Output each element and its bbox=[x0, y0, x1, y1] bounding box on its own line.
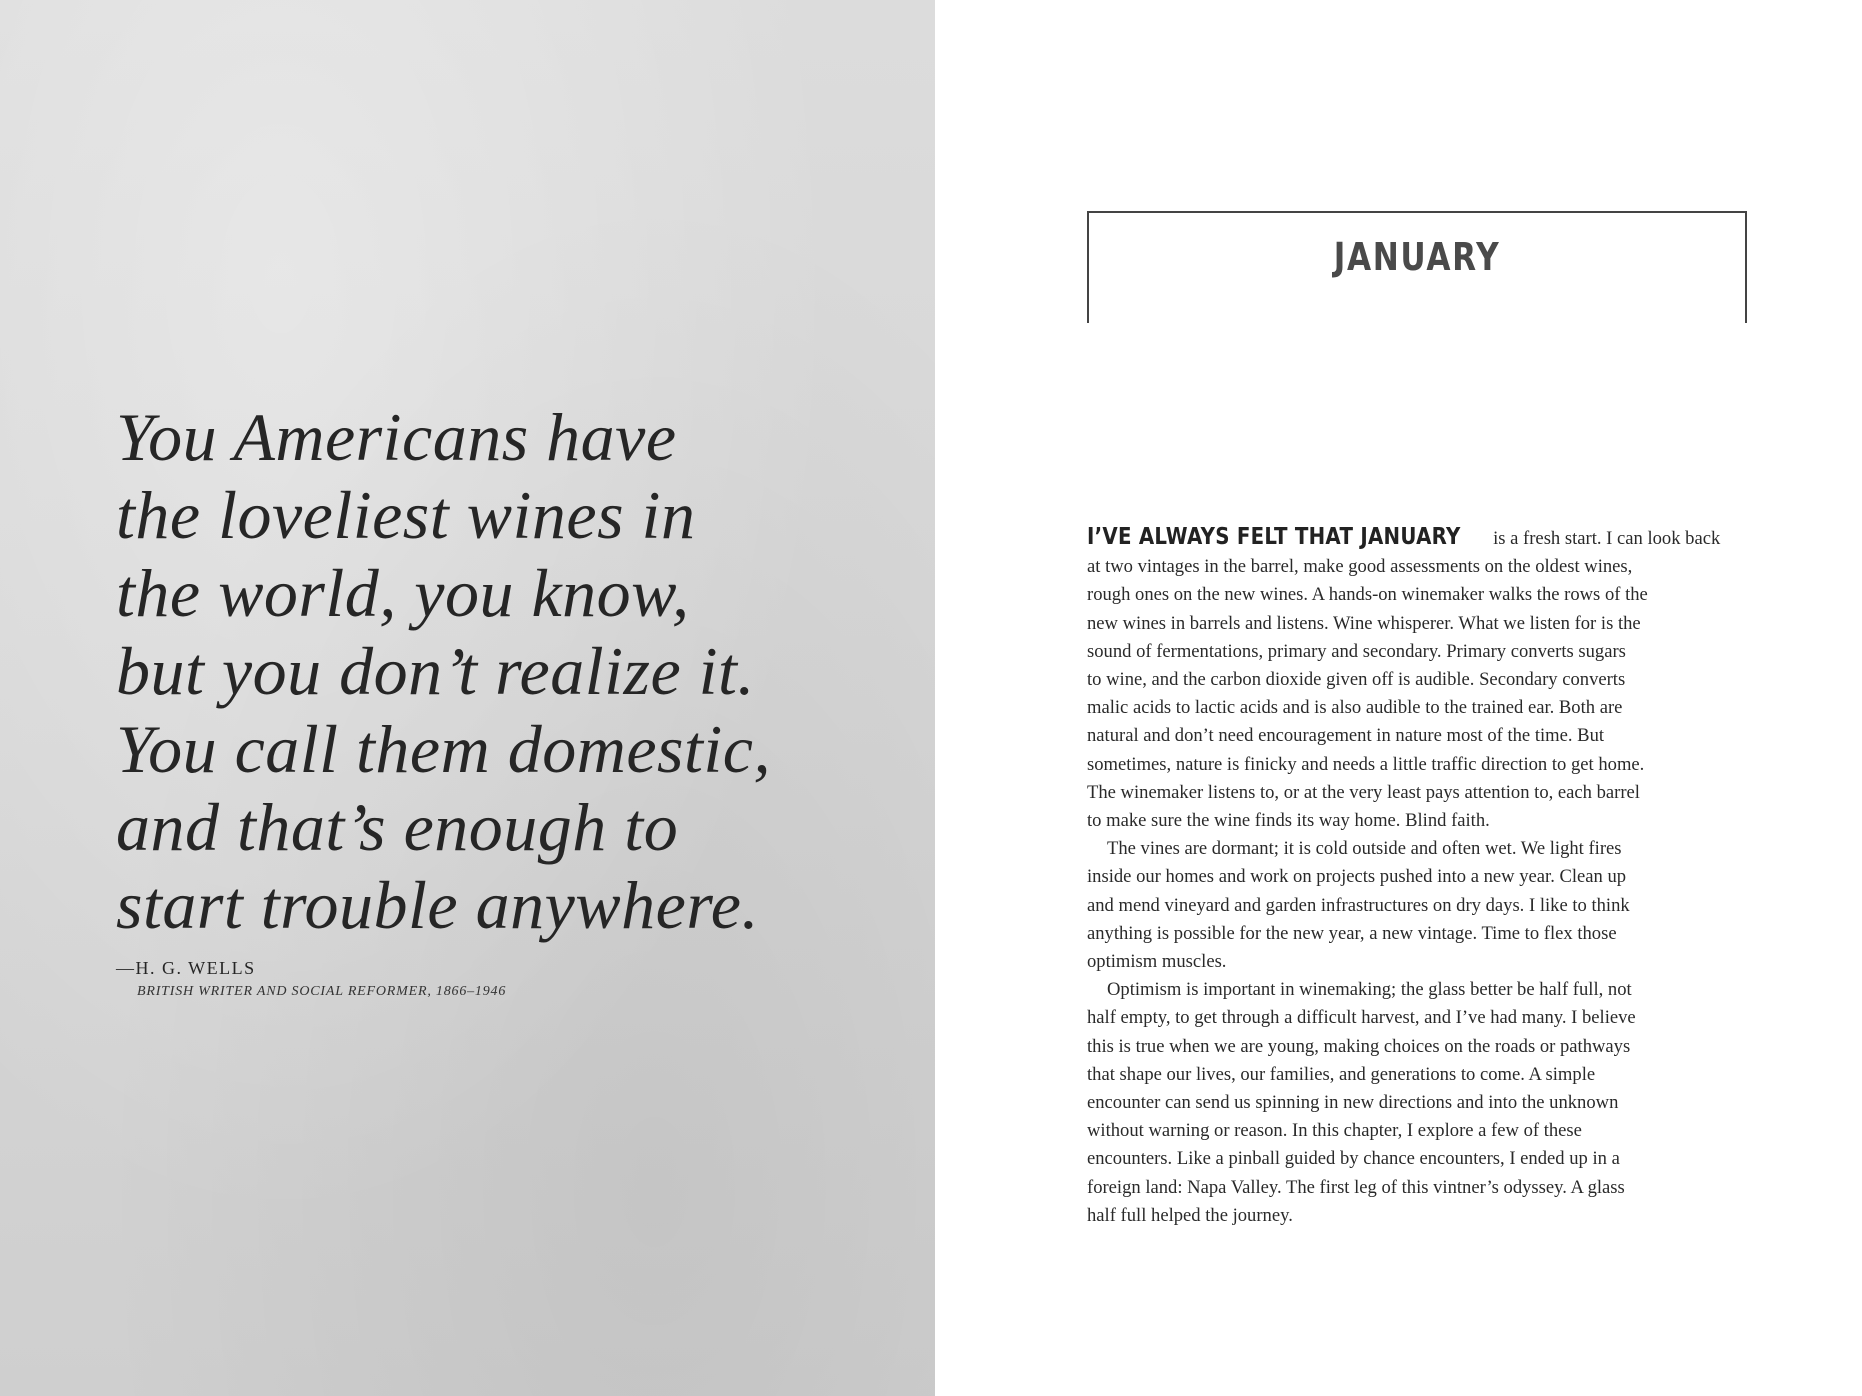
body-line: and mend vineyard and garden infrastructures on dry days. I like to think bbox=[1087, 894, 1630, 916]
chapter-body bbox=[1087, 523, 1747, 1230]
quote-line: start trouble anywhere. bbox=[116, 867, 759, 943]
quote-line: the world, you know, bbox=[116, 555, 690, 631]
body-line: to wine, and the carbon dioxide given off is audible. Secondary converts bbox=[1087, 669, 1626, 691]
body-line bbox=[1087, 523, 1747, 553]
quote-line: You Americans have bbox=[116, 399, 677, 475]
body-line: inside our homes and work on projects pushed into a new year. Clean up bbox=[1087, 866, 1627, 888]
quote-line: You call them domestic, bbox=[116, 711, 771, 787]
body-line: without warning or reason. In this chapter, I explore a few of these bbox=[1087, 1120, 1582, 1142]
quote-line: the loveliest wines in bbox=[116, 477, 696, 553]
body-line: foreign land: Napa Valley. The first leg of this vintner’s odyssey. A glass bbox=[1087, 1176, 1625, 1198]
body-line: The vines are dormant; it is cold outside and often wet. We light fires bbox=[1107, 838, 1622, 860]
body-line: sound of fermentations, primary and secondary. Primary converts sugars bbox=[1087, 640, 1626, 662]
body-line: half full helped the journey. bbox=[1087, 1204, 1293, 1226]
body-line: anything is possible for the new year, a new vintage. Time to flex those bbox=[1087, 922, 1617, 944]
body-line: optimism muscles. bbox=[1087, 951, 1227, 973]
body-line: at two vintages in the barrel, make good assessments on the oldest wines, bbox=[1087, 556, 1633, 578]
body-line: rough ones on the new wines. A hands-on winemaker walks the rows of the bbox=[1087, 584, 1648, 606]
body-line: sometimes, nature is finicky and needs a little traffic direction to get home. bbox=[1087, 753, 1645, 775]
body-line: encounter can send us spinning in new directions and into the unknown bbox=[1087, 1092, 1619, 1114]
body-line: Optimism is important in winemaking; the glass better be half full, not bbox=[1107, 979, 1632, 1001]
body-line: that shape our lives, our families, and generations to come. A simple bbox=[1087, 1063, 1596, 1085]
body-line: to make sure the wine finds its way home. Blind faith. bbox=[1087, 810, 1490, 832]
body-line: The winemaker listens to, or at the very least pays attention to, each barrel bbox=[1087, 781, 1640, 803]
quote-author: —H. G. WELLS bbox=[116, 958, 256, 978]
body-line: this is true when we are young, making choices on the roads or pathways bbox=[1087, 1035, 1631, 1057]
body-line: natural and don’t need encouragement in nature most of the time. But bbox=[1087, 725, 1605, 747]
chapter-title-frame bbox=[1087, 211, 1747, 323]
chapter-title: JANUARY bbox=[1333, 235, 1501, 279]
body-line: encounters. Like a pinball guided by chance encounters, I ended up in a bbox=[1087, 1148, 1620, 1170]
quote-author-description: BRITISH WRITER AND SOCIAL REFORMER, 1866–1946 bbox=[137, 984, 507, 999]
right-page bbox=[935, 0, 1862, 1396]
body-line-rest: is a fresh start. I can look back bbox=[1488, 528, 1721, 549]
body-line: new wines in barrels and listens. Wine whisperer. What we listen for is the bbox=[1087, 612, 1641, 634]
quote-line: but you don’t realize it. bbox=[116, 633, 755, 709]
body-line: half empty, to get through a difficult harvest, and I’ve had many. I believe bbox=[1087, 1007, 1636, 1029]
epigraph-quote bbox=[116, 398, 916, 944]
lead-in-text: I’VE ALWAYS FELT THAT JANUARY bbox=[1087, 524, 1461, 550]
quote-line: and that’s enough to bbox=[116, 789, 679, 865]
body-line: malic acids to lactic acids and is also audible to the trained ear. Both are bbox=[1087, 697, 1623, 719]
